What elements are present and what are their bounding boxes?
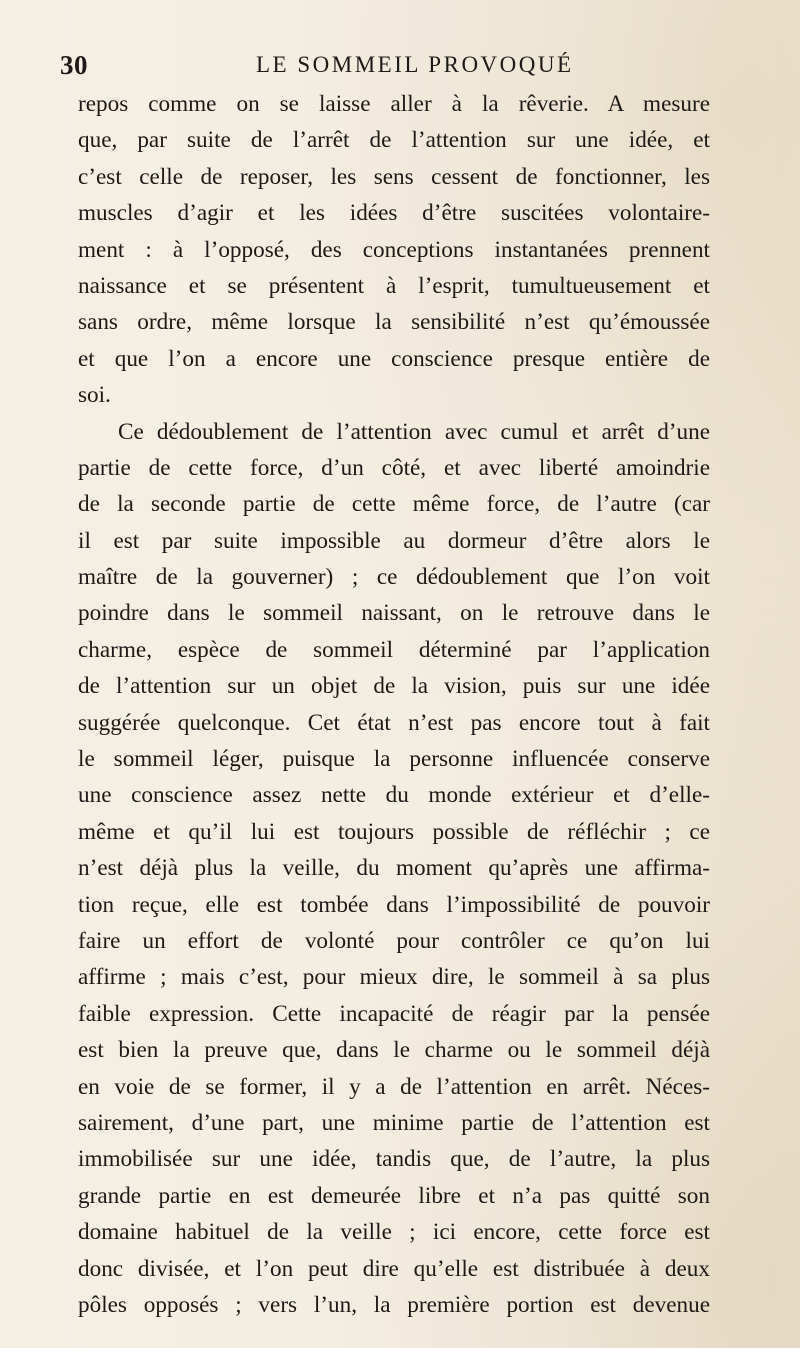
- text-line: même et qu’il lui est toujours possible de réfléchir ; ce: [78, 818, 710, 845]
- text-line: sairement, d’une part, une minime partie de l’attention est: [78, 1109, 710, 1136]
- text-line: maître de la gouverner) ; ce dédoublement que l’on voit: [78, 564, 710, 591]
- text-line: domaine habituel de la veille ; ici encore, cette force est: [78, 1219, 710, 1246]
- running-title: LE SOMMEIL PROVOQUÉ: [256, 52, 574, 77]
- text-line: une conscience assez nette du monde extérieur et d’elle-: [78, 782, 710, 809]
- text-line: suggérée quelconque. Cet état n’est pas encore tout à fait: [78, 709, 710, 736]
- text-line: faible expression. Cette incapacité de réagir par la pensée: [78, 1000, 710, 1027]
- text-line: naissance et se présentent à l’esprit, tumultueusement et: [78, 272, 710, 299]
- text-line: faire un effort de volonté pour contrôler ce qu’on lui: [78, 927, 710, 954]
- text-line: grande partie en est demeurée libre et n’a pas quitté son: [78, 1182, 710, 1209]
- text-line: est bien la preuve que, dans le charme ou le sommeil déjà: [78, 1037, 710, 1064]
- body-text: [78, 86, 710, 1323]
- text-line: repos comme on se laisse aller à la rêverie. A mesure: [78, 91, 710, 117]
- text-line: soi.: [78, 382, 111, 409]
- text-line: pôles opposés ; vers l’un, la première portion est devenue: [78, 1291, 710, 1318]
- text-line: affirme ; mais c’est, pour mieux dire, le sommeil à sa plus: [78, 964, 710, 991]
- text-line: c’est celle de reposer, les sens cessent de fonctionner, les: [78, 163, 710, 190]
- text-line: ment : à l’opposé, des conceptions instantanées prennent: [78, 236, 710, 263]
- text-line: de la seconde partie de cette même force, de l’autre (car: [78, 491, 710, 518]
- text-line: muscles d’agir et les idées d’être suscitées volontaire-: [78, 200, 710, 227]
- text-line: il est par suite impossible au dormeur d’être alors le: [78, 527, 710, 554]
- text-line: que, par suite de l’arrêt de l’attention sur une idée, et: [78, 127, 710, 154]
- text-line: poindre dans le sommeil naissant, on le retrouve dans le: [78, 600, 710, 627]
- text-line: partie de cette force, d’un côté, et avec liberté amoindrie: [78, 454, 710, 481]
- text-line: Ce dédoublement de l’attention avec cumul et arrêt d’une: [118, 418, 710, 445]
- text-line: immobilisée sur une idée, tandis que, de l’autre, la plus: [78, 1146, 710, 1173]
- running-head: [60, 50, 740, 90]
- text-line: en voie de se former, il y a de l’attention en arrêt. Néces-: [78, 1073, 710, 1100]
- text-line: tion reçue, elle est tombée dans l’impossibilité de pouvoir: [78, 891, 710, 918]
- text-line: sans ordre, même lorsque la sensibilité n’est qu’émoussée: [78, 309, 710, 336]
- text-line: n’est déjà plus la veille, du moment qu’après une affirma-: [78, 855, 710, 882]
- text-line: de l’attention sur un objet de la vision, puis sur une idée: [78, 673, 710, 700]
- page-number: 30: [60, 50, 88, 80]
- text-line: donc divisée, et l’on peut dire qu’elle est distribuée à deux: [78, 1255, 710, 1282]
- text-line: charme, espèce de sommeil déterminé par l’application: [78, 636, 710, 663]
- text-line: et que l’on a encore une conscience presque entière de: [78, 345, 710, 372]
- text-line: le sommeil léger, puisque la personne influencée conserve: [78, 746, 710, 773]
